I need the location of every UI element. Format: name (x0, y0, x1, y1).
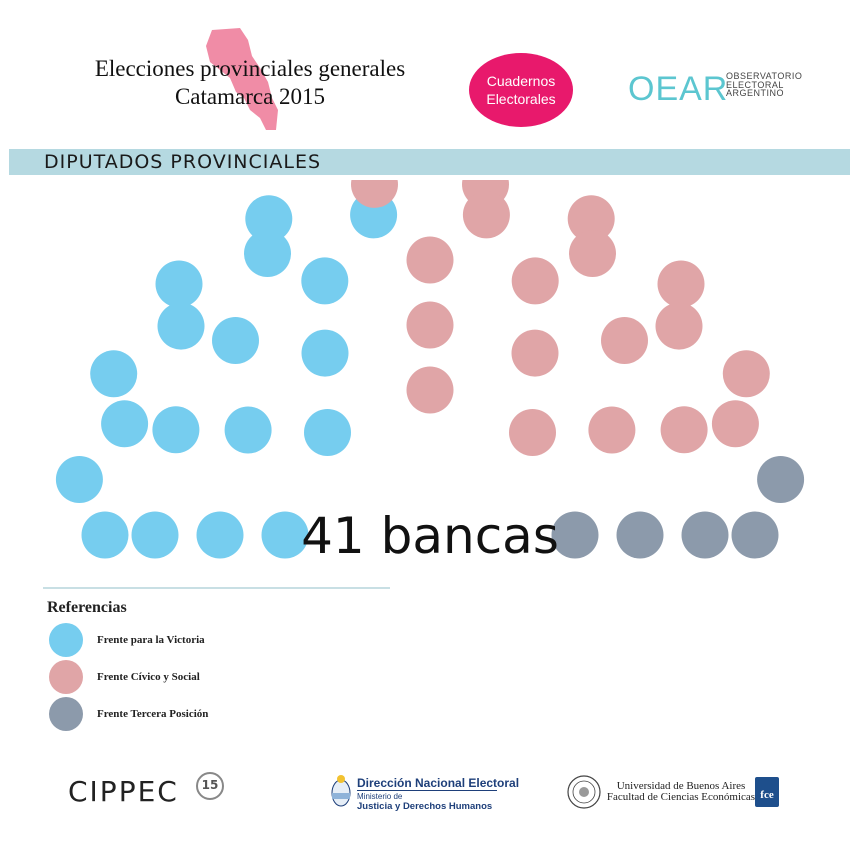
seat (509, 409, 556, 456)
legend-title: Referencias (47, 599, 127, 616)
legend-divider (43, 587, 390, 589)
cuadernos-electorales-badge (469, 53, 573, 127)
oear-sub-line3: ARGENTINO (726, 88, 785, 99)
seat (601, 317, 648, 364)
seat (132, 512, 179, 559)
seat (656, 303, 703, 350)
dne-subtitle2: Justicia y Derechos Humanos (357, 801, 493, 812)
seat (732, 512, 779, 559)
oear-logo: OEAR (628, 70, 729, 108)
page-title-line2: Catamarca 2015 (174, 84, 326, 109)
seat (463, 191, 510, 238)
uba-seal-icon (567, 775, 601, 809)
seat (661, 406, 708, 453)
seat (407, 237, 454, 284)
seat (304, 409, 351, 456)
seats-group (56, 180, 804, 559)
badge-line1: Cuadernos (486, 73, 556, 89)
cippec-logo: CIPPEC (68, 775, 179, 808)
uba-line2: Facultad de Ciencias Económicas (606, 791, 756, 803)
seat (90, 350, 137, 397)
legend-label: Frente Cívico y Social (97, 671, 200, 683)
seat (723, 350, 770, 397)
dne-divider (357, 790, 497, 791)
seat (158, 303, 205, 350)
seat (569, 230, 616, 277)
dne-subtitle1: Ministerio de (357, 792, 403, 801)
legend-item (49, 623, 205, 657)
seat (407, 302, 454, 349)
seat (152, 406, 199, 453)
seat (757, 456, 804, 503)
seat (245, 195, 292, 242)
parliament-chart (0, 180, 860, 580)
section-title: DIPUTADOS PROVINCIALES (44, 151, 322, 173)
page-title-line1: Elecciones provinciales generales (94, 56, 406, 81)
seat (225, 407, 272, 454)
legend-swatch (49, 697, 83, 731)
cippec-anniversary-badge: 15 (196, 772, 224, 800)
seat (512, 330, 559, 377)
seat (407, 367, 454, 414)
seat (212, 317, 259, 364)
dne-title: Dirección Nacional Electoral (357, 776, 520, 790)
legend-swatch (49, 660, 83, 694)
seat (56, 456, 103, 503)
argentina-seal-icon (331, 774, 351, 808)
seat (301, 257, 348, 304)
seat (588, 407, 635, 454)
seat (512, 257, 559, 304)
seat (658, 261, 705, 308)
seat (156, 261, 203, 308)
center-label: 41 bancas (301, 507, 559, 565)
legend-swatch (49, 623, 83, 657)
seat (101, 400, 148, 447)
seat (712, 400, 759, 447)
legend-label: Frente para la Victoria (97, 634, 205, 646)
seat (197, 512, 244, 559)
seat (82, 512, 129, 559)
seat (682, 512, 729, 559)
oear-sub-line1: OBSERVATORIO (726, 71, 803, 81)
oear-sub-line2: ELECTORAL (726, 79, 784, 90)
legend-label: Frente Tercera Posición (97, 708, 209, 720)
badge-line2: Electorales (486, 91, 556, 107)
legend-item (49, 697, 208, 731)
fce-logo: fce (755, 777, 779, 807)
legend-item (49, 660, 200, 694)
uba-line1: Universidad de Buenos Aires (616, 780, 746, 792)
oear-subtitle (726, 72, 802, 98)
seat (302, 330, 349, 377)
seat (617, 512, 664, 559)
